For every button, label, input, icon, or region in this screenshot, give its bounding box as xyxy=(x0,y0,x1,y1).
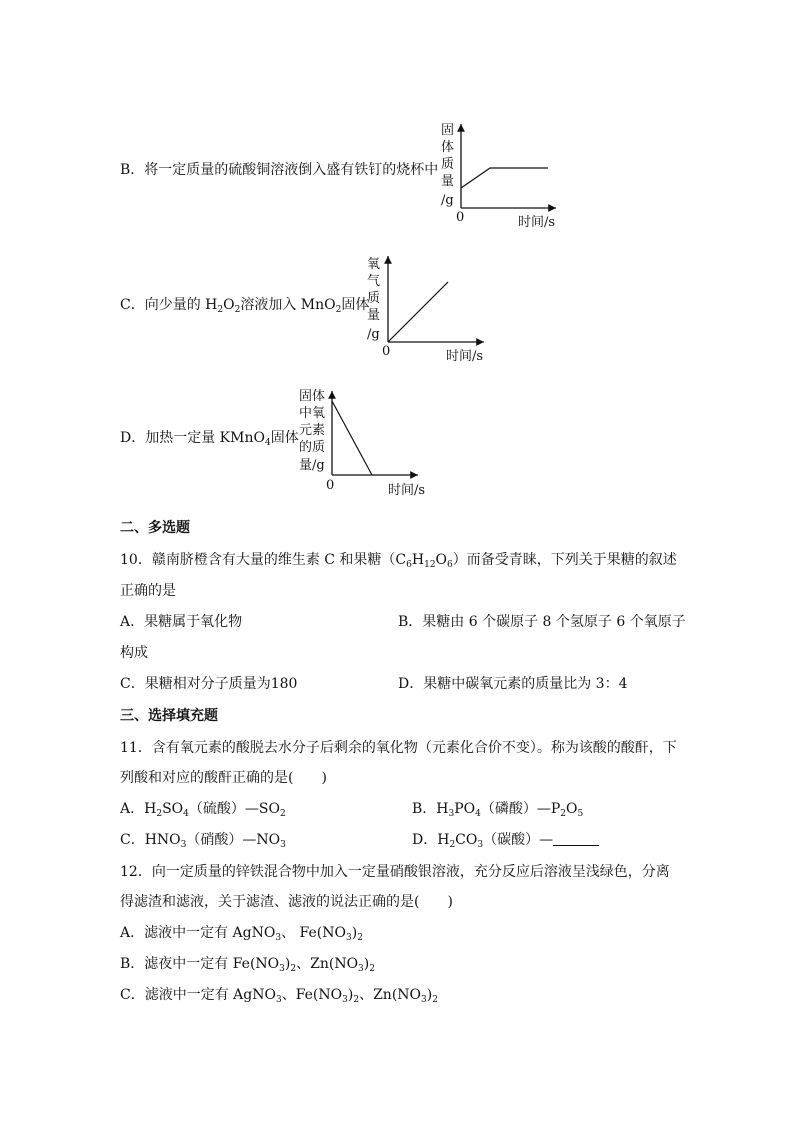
q10-text: ）而备受青睐，下列关于果糖的叙述 xyxy=(452,552,677,568)
graph-b-ylabel-4: 量 xyxy=(441,174,455,189)
q11-a-text: （硫酸）—SO xyxy=(188,801,280,817)
subscript: 2 xyxy=(369,964,375,974)
q12-a-text: ) xyxy=(351,925,358,941)
q10-option-a: A．果糖属于氧化物 xyxy=(120,614,243,630)
q11-a-text: SO xyxy=(162,801,184,817)
section-3-title: 三、选择填充题 xyxy=(120,708,218,724)
subscript: 5 xyxy=(577,809,584,819)
q10-option-b-cont: 构成 xyxy=(120,645,148,661)
subscript: 3 xyxy=(421,995,427,1005)
subscript: 3 xyxy=(279,964,285,974)
q11-option-c xyxy=(120,830,286,850)
q11-b-text: O xyxy=(566,801,578,817)
graph-b-ylabel-5: /g xyxy=(441,193,454,208)
graph-d-ylabel-3: 元素 xyxy=(299,423,326,438)
graph-c-ylabel-3: 质 xyxy=(367,291,381,306)
q12-stem-line2: 得滤渣和滤液，关于滤渣、滤液的说法正确的是( ) xyxy=(120,894,453,910)
q11-b-text: B．H xyxy=(412,801,449,817)
q10-option-c: C．果糖相对分子质量为180 xyxy=(120,676,298,692)
q9-c-text: 溶液加入 MnO xyxy=(240,297,336,313)
subscript: 3 xyxy=(275,995,282,1005)
subscript: 4 xyxy=(264,438,271,448)
graph-c xyxy=(362,252,492,364)
q9-option-b: B．将一定质量的硫酸铜溶液倒入盛有铁钉的烧杯中 xyxy=(120,162,439,178)
graph-b-series-line xyxy=(461,168,548,188)
subscript: 4 xyxy=(183,809,189,819)
subscript: 2 xyxy=(560,809,567,819)
subscript: 3 xyxy=(280,840,286,850)
q11-d-text: CO xyxy=(455,832,478,848)
graph-d-ylabel-4: 的质 xyxy=(299,440,326,455)
subscript: 12 xyxy=(424,560,436,570)
graph-c-ylabel-4: 量 xyxy=(367,308,381,323)
q9-c-text: C．向少量的 H xyxy=(120,297,218,313)
graph-b xyxy=(436,120,566,230)
subscript: 3 xyxy=(342,995,348,1005)
subscript: 3 xyxy=(180,840,187,850)
q12-stem-line1: 12．向一定质量的锌铁混合物中加入一定量硝酸银溶液，充分反应后溶液呈浅绿色，分离 xyxy=(120,864,670,880)
subscript: 2 xyxy=(156,809,163,819)
q11-stem-line1: 11．含有氧元素的酸脱去水分子后剩余的氧化物（元素化合价不变）。称为该酸的酸酐，下 xyxy=(120,740,677,756)
q12-c-text: ) xyxy=(347,987,354,1003)
subscript: 2 xyxy=(217,305,224,315)
q10-stem-line2: 正确的是 xyxy=(120,583,176,599)
subscript: 2 xyxy=(357,933,363,943)
q9-c-text: 固体 xyxy=(341,297,370,313)
graph-b-xlabel: 时间/s xyxy=(518,215,556,230)
graph-d-origin: 0 xyxy=(326,478,335,493)
graph-b-origin: 0 xyxy=(456,210,465,225)
q12-a-text: 、 Fe(NO xyxy=(281,925,346,941)
graph-c-xlabel: 时间/s xyxy=(446,349,484,364)
q12-option-a xyxy=(120,923,363,943)
q12-c-text: C．滤液中一定有 AgNO xyxy=(120,987,276,1003)
graph-c-ylabel-2: 气 xyxy=(367,274,381,289)
q12-b-text: B．滤夜中一定有 Fe(NO xyxy=(120,956,280,972)
q10-text: O xyxy=(435,552,448,568)
q12-c-text: 、Fe(NO xyxy=(281,987,343,1003)
q9-d-text: 固体 xyxy=(270,430,299,446)
q11-d-text: （碳酸）— xyxy=(483,832,554,848)
graph-d-xlabel: 时间/s xyxy=(388,483,426,498)
q12-b-text: 、Zn(NO xyxy=(296,956,359,972)
graph-c-ylabel-1: 氧 xyxy=(367,257,381,272)
q11-d-text: D．H xyxy=(412,832,450,848)
q11-stem-line2: 列酸和对应的酸酐正确的是( ) xyxy=(120,770,327,786)
graph-d-ylabel-1: 固体 xyxy=(299,389,326,404)
subscript: 2 xyxy=(449,840,456,850)
q9-option-c xyxy=(120,295,369,315)
q12-option-c xyxy=(120,985,438,1005)
q12-b-text: ) xyxy=(284,956,291,972)
subscript: 3 xyxy=(358,964,364,974)
subscript: 2 xyxy=(353,995,360,1005)
q11-c-text: C．HNO xyxy=(120,832,181,848)
q11-option-b xyxy=(412,799,583,819)
graph-b-ylabel-2: 体 xyxy=(441,140,455,155)
graph-b-ylabel-1: 固 xyxy=(441,123,455,138)
subscript: 2 xyxy=(335,305,342,315)
graph-c-series-line xyxy=(388,282,448,342)
answer-blank[interactable] xyxy=(553,831,599,846)
q11-b-text: （磷酸）—P xyxy=(480,801,561,817)
q10-text: H xyxy=(411,552,425,568)
q12-a-text: A．滤液中一定有 AgNO xyxy=(120,925,276,941)
q12-c-text: ) xyxy=(426,987,433,1003)
q10-stem-line1 xyxy=(120,550,677,570)
subscript: 6 xyxy=(406,560,412,570)
q10-option-d: D．果糖中碳氧元素的质量比为 3：4 xyxy=(398,676,628,692)
graph-c-origin: 0 xyxy=(382,344,391,359)
graph-b-ylabel-3: 质 xyxy=(441,157,455,172)
subscript: 3 xyxy=(448,809,455,819)
subscript: 2 xyxy=(234,305,241,315)
q9-c-text: O xyxy=(223,297,235,313)
graph-d-ylabel-5: 量/g xyxy=(299,458,325,473)
q11-b-text: PO xyxy=(454,801,476,817)
subscript: 2 xyxy=(290,964,297,974)
q11-c-text: （硝酸）—NO xyxy=(186,832,281,848)
q12-b-text: ) xyxy=(363,956,370,972)
q11-a-text: A．H xyxy=(120,801,157,817)
graph-d xyxy=(296,385,436,500)
graph-c-ylabel-5: /g xyxy=(367,327,380,342)
subscript: 2 xyxy=(432,995,438,1005)
graph-d-series-line xyxy=(332,401,372,475)
subscript: 3 xyxy=(477,840,484,850)
graph-d-ylabel-2: 中氧 xyxy=(299,406,326,421)
q9-option-d xyxy=(120,428,299,448)
q12-option-b xyxy=(120,954,375,974)
q12-c-text: 、Zn(NO xyxy=(359,987,422,1003)
q11-option-a xyxy=(120,799,286,819)
subscript: 2 xyxy=(279,809,286,819)
subscript: 6 xyxy=(447,560,453,570)
subscript: 3 xyxy=(345,933,352,943)
q11-option-d xyxy=(412,830,599,850)
q10-option-b: B．果糖由 6 个碳原子 8 个氢原子 6 个氧原子 xyxy=(398,614,686,630)
q9-d-text: D．加热一定量 KMnO xyxy=(120,430,265,446)
subscript: 4 xyxy=(475,809,481,819)
q10-text: 10．赣南脐橙含有大量的维生素 C 和果糖（C xyxy=(120,552,407,568)
subscript: 3 xyxy=(275,933,282,943)
section-2-title: 二、多选题 xyxy=(120,520,190,536)
